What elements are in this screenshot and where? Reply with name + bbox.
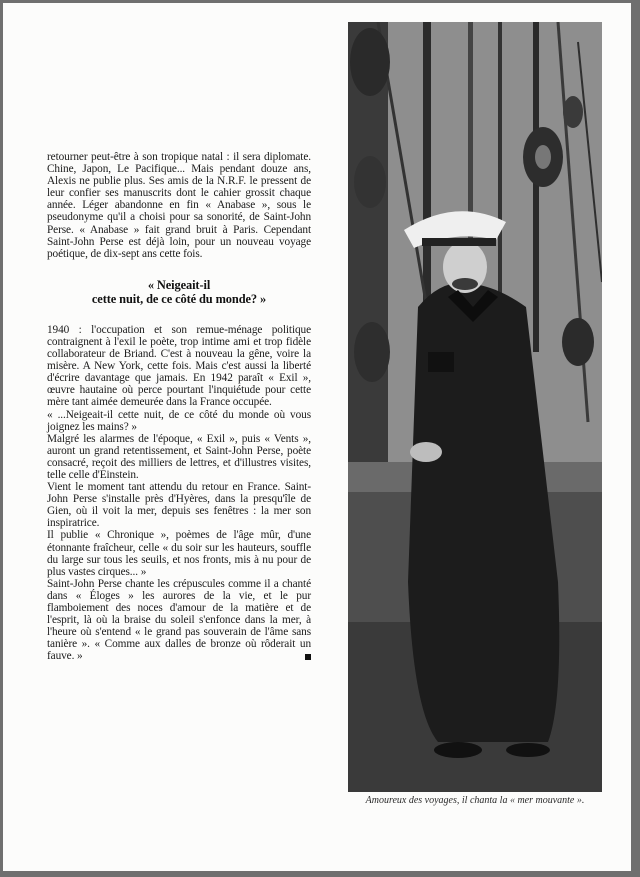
photo-caption: Amoureux des voyages, il chanta la « mer mouvante ». <box>365 795 585 806</box>
article-closing-text: Saint-John Perse chante les crépuscules comme il a chanté dans « Éloges » les aurores de la vie, et le pur flamboiement des noces d'amour de la matière et de l'esprit, là où la braise du soleil s'enfonce dans la mer, à l'heure où s'entend « le grand pas souverain de l'âme sans tanière ». « Comme aux dalles de bronze où rôderait un fauve. » <box>47 577 311 663</box>
section-heading-line: « Neigeait-il <box>147 277 211 292</box>
article-paragraph <box>47 578 311 663</box>
portrait-photo <box>348 22 602 792</box>
article-quote: « ...Neigeait-il cette nuit, de ce côté du monde où vous joignez les mains? » <box>47 408 311 433</box>
article-column <box>47 151 311 662</box>
ship-deck-photo-illustration <box>348 22 602 792</box>
article-paragraph: 1940 : l'occupation et son remue-ménage politique contraignent à l'exil le poète, trop intime ami et trop fidèle collaborateur de Briand. C'est à nouveau la gêne, voire la misère. A New York, cette fois. Mais c'est aussi la liberté d'écrire davantage que jamais. En 1942 paraît « Exil », œuvre hautaine où perce pourtant l'inquiétude pour cette mère tant aimée demeurée dans la France occupée. <box>47 323 311 409</box>
section-heading <box>47 278 311 306</box>
end-of-article-mark <box>305 654 311 660</box>
article-paragraph: retourner peut-être à son tropique natal : il sera diplomate. Chine, Japon, Le Pacifique... Mais pendant douze ans, Alexis ne publie plus. Ses amis de la N.R.F. le pressent de leur confier ses manuscrits dont le cahier grossit chaque année. Léger abandonne en fin « Anabase », sous le pseudonyme qu'il a choisi pour sa sonorité, de Saint-John Perse. « Anabase » fait grand bruit à Paris. Cependant Saint-John Perse est déjà loin, pour un nouveau voyage poétique, de dix-sept ans cette fois. <box>47 151 311 260</box>
article-paragraph: Il publie « Chronique », poèmes de l'âge mûr, d'une étonnante fraîcheur, celle « du soir sur les hauteurs, souffle du large sur tous les seuils, et nos fronts, mis à nu pour de plus vastes cirques... » <box>47 529 311 578</box>
article-paragraph: Vient le moment tant attendu du retour en France. Saint-John Perse s'installe près d'Hyères, dans la presqu'île de Gien, où il voit la mer, depuis ses fenêtres : la mer son inspiratrice. <box>47 481 311 530</box>
section-heading-line: cette nuit, de ce côté du monde? » <box>91 291 267 306</box>
magazine-page <box>3 3 631 871</box>
article-paragraph: Malgré les alarmes de l'époque, « Exil », puis « Vents », auront un grand retentissement, et Saint-John Perse, poète consacré, reçoit des milliers de lettres, et d'illustres visites, telle celle d'Einstein. <box>47 432 311 481</box>
